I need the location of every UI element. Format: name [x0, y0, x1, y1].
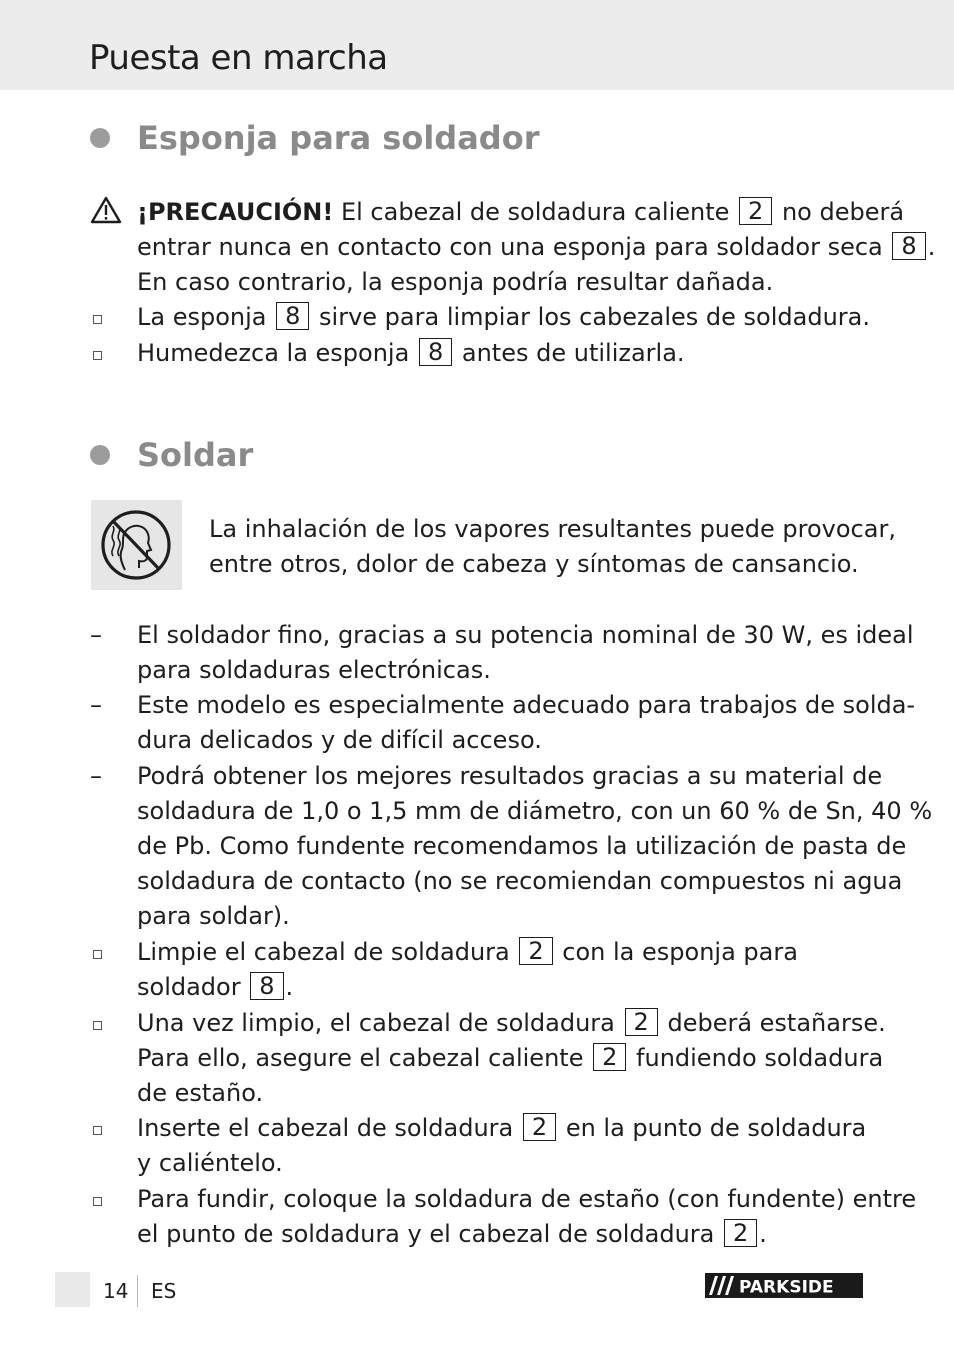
step-text: antes de utilizarla. [461, 339, 685, 367]
step-text: fundiendo soldadura [636, 1044, 884, 1072]
no-inhale-fumes-icon [91, 500, 182, 590]
step-text: Limpie el cabezal de soldadura [137, 938, 510, 966]
part-ref-box: 2 [739, 197, 772, 225]
dash-item-line: dura delicados y de difícil acceso. [137, 726, 542, 754]
footer-tab [55, 1272, 90, 1307]
part-ref-box: 2 [593, 1043, 626, 1071]
step-checkbox-icon [93, 351, 102, 360]
footer-divider [137, 1275, 138, 1307]
step-text: soldador [137, 973, 241, 1001]
part-ref-box: 2 [625, 1008, 658, 1036]
dash-item-line: Este modelo es especialmente adecuado para trabajos de solda- [137, 691, 916, 719]
dash-marker: – [90, 621, 102, 649]
part-ref-box: 2 [523, 1113, 556, 1141]
solder-step-2-line-3: de estaño. [137, 1079, 264, 1107]
step-text: con la esponja para [562, 938, 798, 966]
step-checkbox-icon [93, 1021, 102, 1030]
sponge-step-1 [137, 300, 870, 335]
part-ref-box: 2 [519, 937, 552, 965]
solder-step-4-line-2 [137, 1217, 767, 1252]
heading-bullet [90, 445, 110, 465]
dash-item-line: para soldaduras electrónicas. [137, 656, 491, 684]
part-ref-box: 8 [250, 972, 283, 1000]
dash-item-line: soldadura de 1,0 o 1,5 mm de diámetro, con un 60 % de Sn, 40 % [137, 797, 933, 825]
heading-bullet [90, 128, 110, 148]
warning-triangle-icon [90, 196, 122, 224]
caution-text: entrar nunca en contacto con una esponja para soldador seca [137, 233, 883, 261]
step-checkbox-icon [93, 1126, 102, 1135]
section-title: Esponja para soldador [137, 119, 540, 157]
dash-item-line: de Pb. Como fundente recomendamos la utilización de pasta de [137, 832, 907, 860]
part-ref-box: 2 [724, 1219, 757, 1247]
solder-step-2-line-2 [137, 1041, 883, 1076]
page-number: 14 [103, 1279, 129, 1303]
part-ref-box: 8 [419, 338, 452, 366]
page-title: Puesta en marcha [89, 38, 388, 78]
step-checkbox-icon [93, 950, 102, 959]
solder-step-1-line-1 [137, 935, 798, 970]
solder-step-2-line-1 [137, 1006, 886, 1041]
solder-step-4-line-1: Para fundir, coloque la soldadura de estaño (con fundente) entre [137, 1185, 917, 1213]
step-text: . [285, 973, 294, 1001]
step-text: el punto de soldadura y el cabezal de soldadura [137, 1220, 715, 1248]
solder-step-3-line-2: y caliéntelo. [137, 1149, 283, 1177]
dash-marker: – [90, 691, 102, 719]
caution-text: . [927, 233, 936, 261]
dash-item-line: Podrá obtener los mejores resultados gracias a su material de [137, 762, 883, 790]
section-title: Soldar [137, 436, 254, 474]
caution-text: no deberá [781, 198, 905, 226]
section-heading-sponge [90, 118, 539, 158]
language-code: ES [151, 1279, 177, 1303]
fume-notice-line-2: entre otros, dolor de cabeza y síntomas de cansancio. [209, 550, 859, 578]
solder-step-1-line-2 [137, 970, 293, 1005]
step-checkbox-icon [93, 1197, 102, 1206]
step-text: sirve para limpiar los cabezales de soldadura. [319, 303, 870, 331]
step-text: Una vez limpio, el cabezal de soldadura [137, 1009, 615, 1037]
section-heading-solder [90, 435, 253, 475]
solder-step-3-line-1 [137, 1111, 866, 1146]
step-text: Humedezca la esponja [137, 339, 410, 367]
parkside-logo [705, 1273, 863, 1298]
dash-item-line: para soldar). [137, 902, 290, 930]
step-text: Inserte el cabezal de soldadura [137, 1114, 514, 1142]
caution-text: El cabezal de soldadura caliente [333, 198, 730, 226]
step-text: . [759, 1220, 767, 1248]
step-text: Para ello, asegure el cabezal caliente [137, 1044, 584, 1072]
dash-item-line: El soldador fino, gracias a su potencia nominal de 30 W, es ideal [137, 621, 914, 649]
part-ref-box: 8 [892, 232, 925, 260]
caution-label: ¡PRECAUCIÓN! [137, 198, 334, 226]
caution-line-3: En caso contrario, la esponja podría resultar dañada. [137, 268, 774, 296]
step-text: deberá estañarse. [667, 1009, 886, 1037]
fume-notice-line-1: La inhalación de los vapores resultantes puede provocar, [209, 515, 896, 543]
caution-line-1 [137, 195, 904, 230]
sponge-step-2 [137, 336, 685, 371]
dash-item-line: soldadura de contacto (no se recomiendan compuestos ni agua [137, 867, 903, 895]
caution-line-2 [137, 230, 935, 265]
no-inhale-fumes-pictogram [91, 500, 182, 590]
dash-marker: – [90, 762, 102, 790]
step-text: La esponja [137, 303, 267, 331]
step-checkbox-icon [93, 315, 102, 324]
part-ref-box: 8 [276, 302, 309, 330]
brand-name: PARKSIDE [739, 1277, 834, 1298]
step-text: en la punto de soldadura [565, 1114, 867, 1142]
